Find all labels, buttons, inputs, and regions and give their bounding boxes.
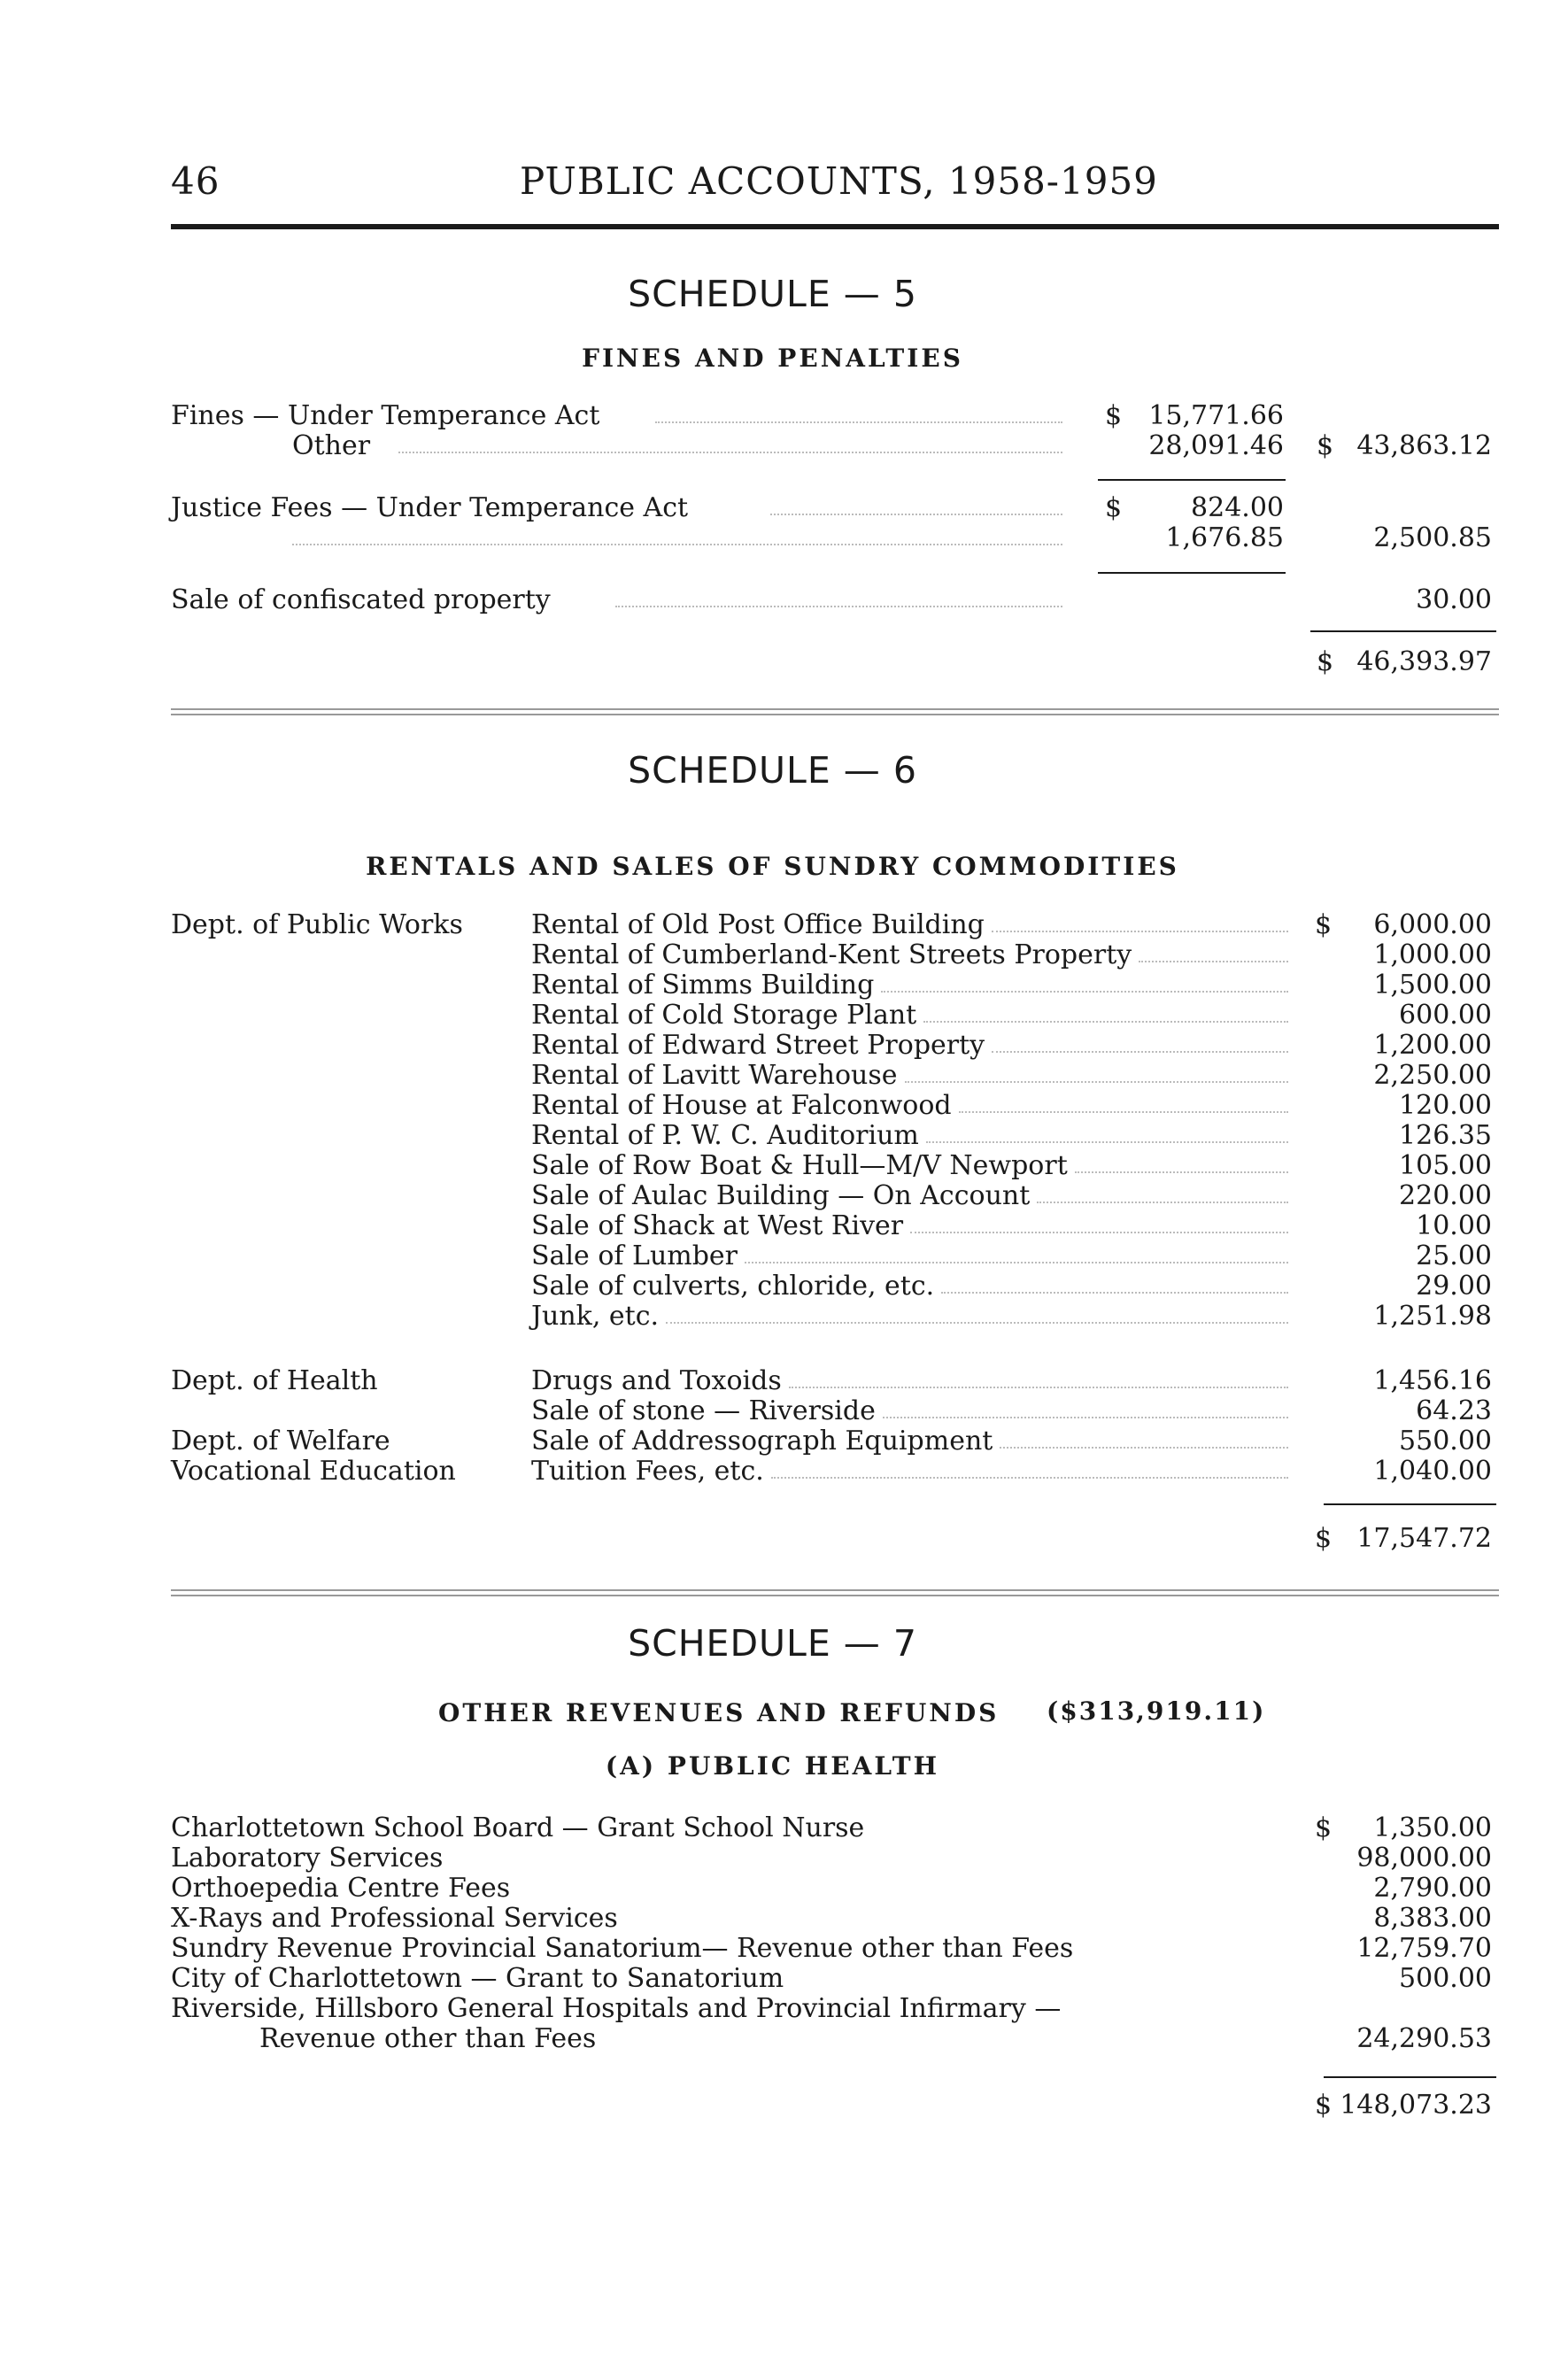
s6-row-item: Sale of Shack at West River: [531, 1210, 904, 1241]
s7-row: [0, 1812, 1545, 1844]
s5-total-row: [0, 646, 1545, 678]
s7-row-currency: $: [1315, 1812, 1333, 1843]
dot-leader: [398, 452, 1062, 453]
s7-row: [0, 2023, 1545, 2055]
s5-row-amount: 1,676.85: [1165, 522, 1284, 553]
dot-leader: [923, 1021, 1288, 1023]
dot-leader: [881, 991, 1288, 993]
s6-row-amount: 1,456.16: [1373, 1365, 1492, 1396]
schedule-5-heading: SCHEDULE — 5: [628, 273, 917, 315]
s6-row: [0, 1030, 1545, 1062]
s7-row: [0, 1963, 1545, 1995]
dot-leader: [1139, 961, 1288, 962]
s7-row-label: Laboratory Services: [171, 1843, 444, 1874]
s5-row: [0, 584, 1545, 616]
s6-row-amount: 6,000.00: [1373, 909, 1492, 940]
s5-row-label: Justice Fees — Under Temperance Act: [171, 492, 689, 523]
s7-row: [0, 1873, 1545, 1905]
s7-row-label: Charlottetown School Board — Grant School Nurse: [171, 1812, 865, 1843]
dot-leader: [655, 421, 1062, 423]
s6-row-item: Sale of Lumber: [531, 1240, 738, 1271]
s5-row-label: Fines — Under Temperance Act: [171, 400, 600, 431]
s6-row-amount: 120.00: [1399, 1090, 1492, 1121]
dot-leader: [666, 1322, 1288, 1324]
s6-row-item: Sale of stone — Riverside: [531, 1395, 876, 1426]
s6-row: [0, 1395, 1545, 1427]
s6-row-amount: 1,000.00: [1373, 939, 1492, 970]
dot-leader: [941, 1292, 1288, 1294]
dot-leader: [615, 606, 1062, 607]
schedule-6-subtitle: RENTALS AND SALES OF SUNDRY COMMODITIES: [366, 852, 1179, 881]
s7-row-label: Orthoepedia Centre Fees: [171, 1873, 511, 1904]
s6-row-item: Rental of Lavitt Warehouse: [531, 1060, 898, 1091]
dot-leader: [959, 1111, 1288, 1113]
s6-row: [0, 1120, 1545, 1152]
s6-row-currency: $: [1315, 909, 1333, 940]
s6-row-item: Sale of Aulac Building — On Account: [531, 1180, 1031, 1211]
s6-row-amount: 600.00: [1399, 1000, 1492, 1031]
s6-total-currency: $: [1315, 1523, 1333, 1554]
schedule-7-heading: SCHEDULE — 7: [628, 1622, 917, 1665]
s5-row-currency: $: [1105, 400, 1123, 431]
s5-row-currency: $: [1317, 430, 1334, 461]
s6-row-amount: 550.00: [1399, 1426, 1492, 1457]
dot-leader: [1000, 1447, 1288, 1449]
s7-row-amount: 24,290.53: [1356, 2023, 1492, 2054]
s6-row: [0, 1456, 1545, 1488]
s6-row-dept: Dept. of Public Works: [171, 909, 463, 940]
dot-leader: [910, 1232, 1288, 1233]
dot-leader: [770, 514, 1062, 515]
subtotal-rule: [1098, 572, 1286, 574]
s7-row-amount: 2,790.00: [1373, 1873, 1492, 1904]
s6-row-amount: 29.00: [1416, 1271, 1492, 1302]
s6-row: [0, 1090, 1545, 1122]
s6-row-item: Rental of P. W. C. Auditorium: [531, 1120, 919, 1151]
schedule-5-subtitle: FINES AND PENALTIES: [582, 344, 963, 373]
s6-row-dept: Vocational Education: [171, 1456, 456, 1487]
total-rule: [1310, 630, 1496, 632]
s7-grand-total: 148,073.23: [1340, 2090, 1492, 2121]
s5-row: [0, 400, 1545, 432]
s6-row-amount: 25.00: [1416, 1240, 1492, 1271]
s5-row: [0, 492, 1545, 524]
s6-row: [0, 1210, 1545, 1242]
s5-row-label: Sale of confiscated property: [171, 584, 551, 615]
s6-row: [0, 1301, 1545, 1333]
dot-leader: [771, 1477, 1288, 1479]
schedule-7-subtitle-amount: ($313,919.11): [1047, 1696, 1266, 1726]
dot-leader: [1075, 1171, 1288, 1173]
s6-row: [0, 1365, 1545, 1397]
subtotal-rule: [1098, 479, 1286, 481]
s6-row-amount: 1,040.00: [1373, 1456, 1492, 1487]
s6-row-item: Sale of culverts, chloride, etc.: [531, 1271, 935, 1302]
s5-row-total: 43,863.12: [1356, 430, 1492, 461]
s6-row: [0, 1000, 1545, 1032]
s5-row: [0, 522, 1545, 554]
dot-leader: [992, 1051, 1288, 1053]
s7-total-row: [0, 2090, 1545, 2121]
s7-total-currency: $: [1315, 2090, 1333, 2121]
s6-row-item: Sale of Addressograph Equipment: [531, 1426, 993, 1457]
s7-row-label: City of Charlottetown — Grant to Sanatorium: [171, 1963, 784, 1994]
s6-row-amount: 1,251.98: [1373, 1301, 1492, 1332]
s5-row-amount: 28,091.46: [1148, 430, 1284, 461]
running-title: PUBLIC ACCOUNTS, 1958-1959: [520, 159, 1158, 203]
s6-row-dept: Dept. of Welfare: [171, 1426, 390, 1457]
schedule-7-section-heading: (A) PUBLIC HEALTH: [605, 1751, 940, 1781]
s7-row: [0, 1933, 1545, 1965]
dot-leader: [883, 1417, 1288, 1418]
s6-row-item: Rental of Simms Building: [531, 970, 875, 1001]
s6-row-item: Sale of Row Boat & Hull—M/V Newport: [531, 1150, 1068, 1181]
s6-row-item: Rental of Old Post Office Building: [531, 909, 985, 940]
dot-leader: [992, 931, 1288, 932]
s6-row-item: Tuition Fees, etc.: [531, 1456, 764, 1487]
s7-row-label: X-Rays and Professional Services: [171, 1903, 618, 1934]
s7-row-amount: 12,759.70: [1356, 1933, 1492, 1964]
s6-row-dept: Dept. of Health: [171, 1365, 378, 1396]
s5-row-currency: $: [1105, 492, 1123, 523]
page-number: 46: [171, 159, 220, 203]
s7-row: [0, 1903, 1545, 1935]
s6-row-item: Rental of Edward Street Property: [531, 1030, 985, 1061]
s6-row-item: Drugs and Toxoids: [531, 1365, 782, 1396]
s7-row-amount: 500.00: [1399, 1963, 1492, 1994]
s6-row: [0, 1150, 1545, 1182]
schedule-7-subtitle: OTHER REVENUES AND REFUNDS: [438, 1698, 1000, 1727]
s5-row: [0, 430, 1545, 462]
schedule-6-heading: SCHEDULE — 6: [628, 749, 917, 792]
s6-grand-total: 17,547.72: [1356, 1523, 1492, 1554]
s5-row-total: 2,500.85: [1373, 522, 1492, 553]
s6-row-amount: 10.00: [1416, 1210, 1492, 1241]
section-divider: [171, 1589, 1499, 1596]
total-rule: [1324, 1503, 1496, 1505]
s5-grand-total: 46,393.97: [1356, 646, 1492, 677]
s6-row-item: Rental of Cumberland-Kent Streets Property: [531, 939, 1132, 970]
s7-row-label: Sundry Revenue Provincial Sanatorium— Revenue other than Fees: [171, 1933, 1074, 1964]
s7-row-amount: 98,000.00: [1356, 1843, 1492, 1874]
s5-row-total: 30.00: [1416, 584, 1492, 615]
dot-leader: [789, 1387, 1288, 1388]
s7-row-amount: 8,383.00: [1373, 1903, 1492, 1934]
s5-row-label: Other: [292, 430, 371, 461]
s7-row-label: Riverside, Hillsboro General Hospitals and Provincial Infirmary —: [171, 1993, 1062, 2024]
s6-row: [0, 1180, 1545, 1212]
header-rule: [171, 224, 1499, 229]
s5-row-amount: 15,771.66: [1148, 400, 1284, 431]
dot-leader: [926, 1141, 1288, 1143]
s7-row: [0, 1993, 1545, 2025]
s6-row: [0, 1060, 1545, 1092]
s6-row: [0, 1271, 1545, 1302]
s6-row-amount: 1,200.00: [1373, 1030, 1492, 1061]
s6-row-amount: 64.23: [1416, 1395, 1492, 1426]
s6-row-amount: 2,250.00: [1373, 1060, 1492, 1091]
s7-row-amount: 1,350.00: [1373, 1812, 1492, 1843]
s6-row: [0, 909, 1545, 941]
s5-row-amount: 824.00: [1191, 492, 1284, 523]
dot-leader: [292, 544, 1062, 545]
dot-leader: [905, 1081, 1288, 1083]
s6-row-amount: 126.35: [1399, 1120, 1492, 1151]
s5-total-currency: $: [1317, 646, 1334, 677]
s6-row-item: Junk, etc.: [531, 1301, 660, 1332]
dot-leader: [745, 1262, 1288, 1263]
section-divider: [171, 708, 1499, 715]
s6-row-amount: 1,500.00: [1373, 970, 1492, 1001]
s6-row: [0, 970, 1545, 1001]
s6-row: [0, 1240, 1545, 1272]
s7-row-label: Revenue other than Fees: [259, 2023, 597, 2054]
s6-total-row: [0, 1523, 1545, 1555]
s6-row-item: Rental of House at Falconwood: [531, 1090, 952, 1121]
s6-row-amount: 105.00: [1399, 1150, 1492, 1181]
s6-row-item: Rental of Cold Storage Plant: [531, 1000, 917, 1031]
s7-row: [0, 1843, 1545, 1874]
dot-leader: [1037, 1202, 1288, 1203]
total-rule: [1324, 2076, 1496, 2078]
s6-row: [0, 1426, 1545, 1457]
s6-row-amount: 220.00: [1399, 1180, 1492, 1211]
s6-row: [0, 939, 1545, 971]
